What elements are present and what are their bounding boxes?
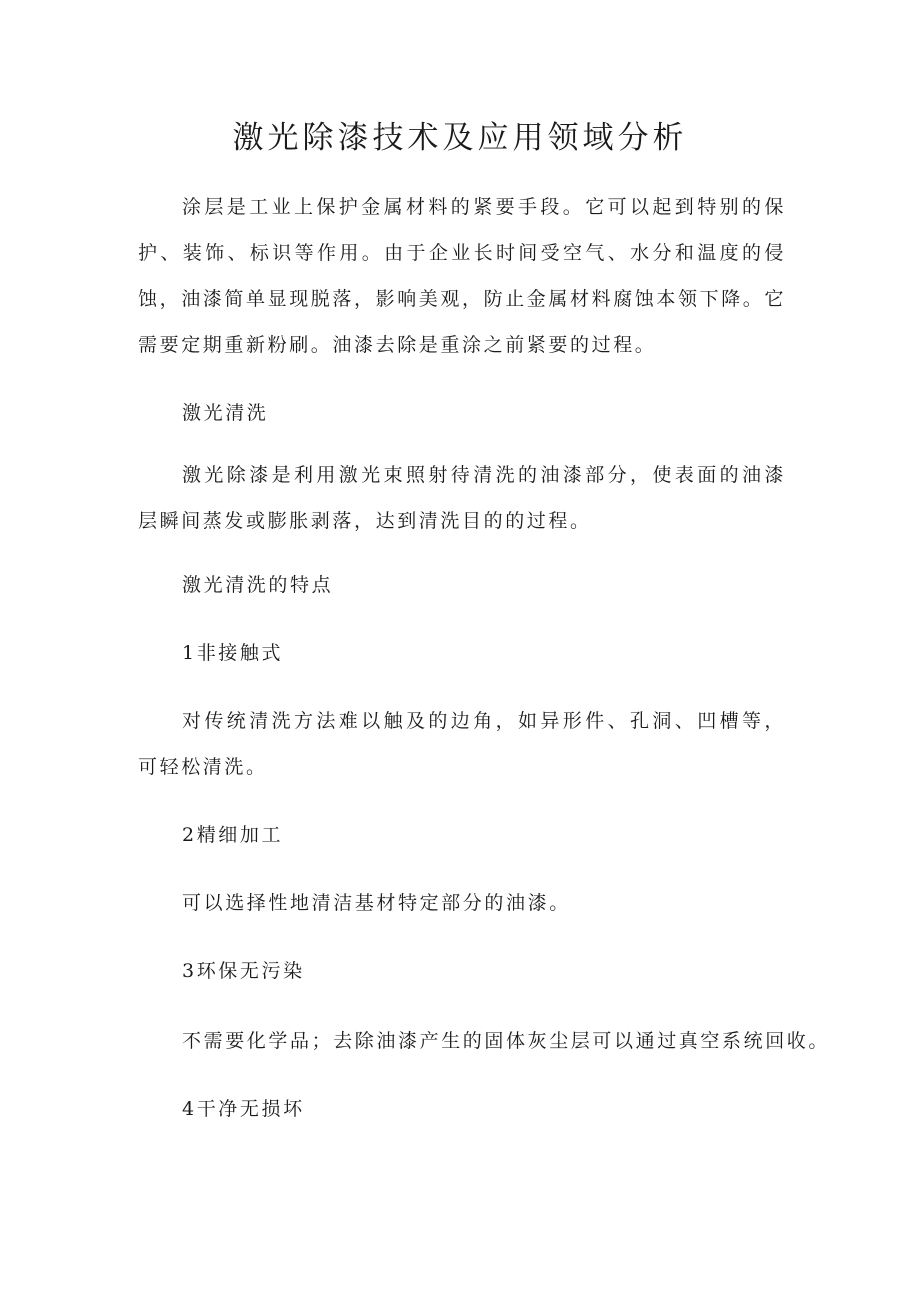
intro-paragraph: 涂层是工业上保护金属材料的紧要手段。它可以起到特别的保护、装饰、标识等作用。由于企业长时间受空气、水分和温度的侵蚀，油漆简单显现脱落，影响美观，防止金属材料腐蚀本领下降。它需要定期重新粉刷。油漆去除是重涂之前紧要的过程。 xyxy=(138,196,787,356)
feature-1-description: 对传统清洗方法难以触及的边角，如异形件、孔洞、凹槽等，可轻松清洗。 xyxy=(138,710,786,778)
feature-heading-3: 3环保无污染 xyxy=(182,960,305,982)
section-heading-features: 激光清洗的特点 xyxy=(182,574,334,596)
section-heading-laser-cleaning: 激光清洗 xyxy=(182,402,269,424)
feature-2-description: 可以选择性地清洁基材特定部分的油漆。 xyxy=(182,892,571,914)
feature-heading-1: 1非接触式 xyxy=(182,642,284,664)
laser-paint-removal-paragraph: 激光除漆是利用激光束照射待清洗的油漆部分，使表面的油漆层瞬间蒸发或膨胀剥落，达到清洗目的的过程。 xyxy=(138,464,786,532)
feature-3-description: 不需要化学品；去除油漆产生的固体灰尘层可以通过真空系统回收。 xyxy=(182,1030,831,1052)
feature-heading-4: 4干净无损坏 xyxy=(182,1098,305,1120)
document-title: 激光除漆技术及应用领域分析 xyxy=(232,120,688,156)
feature-heading-2: 2精细加工 xyxy=(182,824,284,846)
